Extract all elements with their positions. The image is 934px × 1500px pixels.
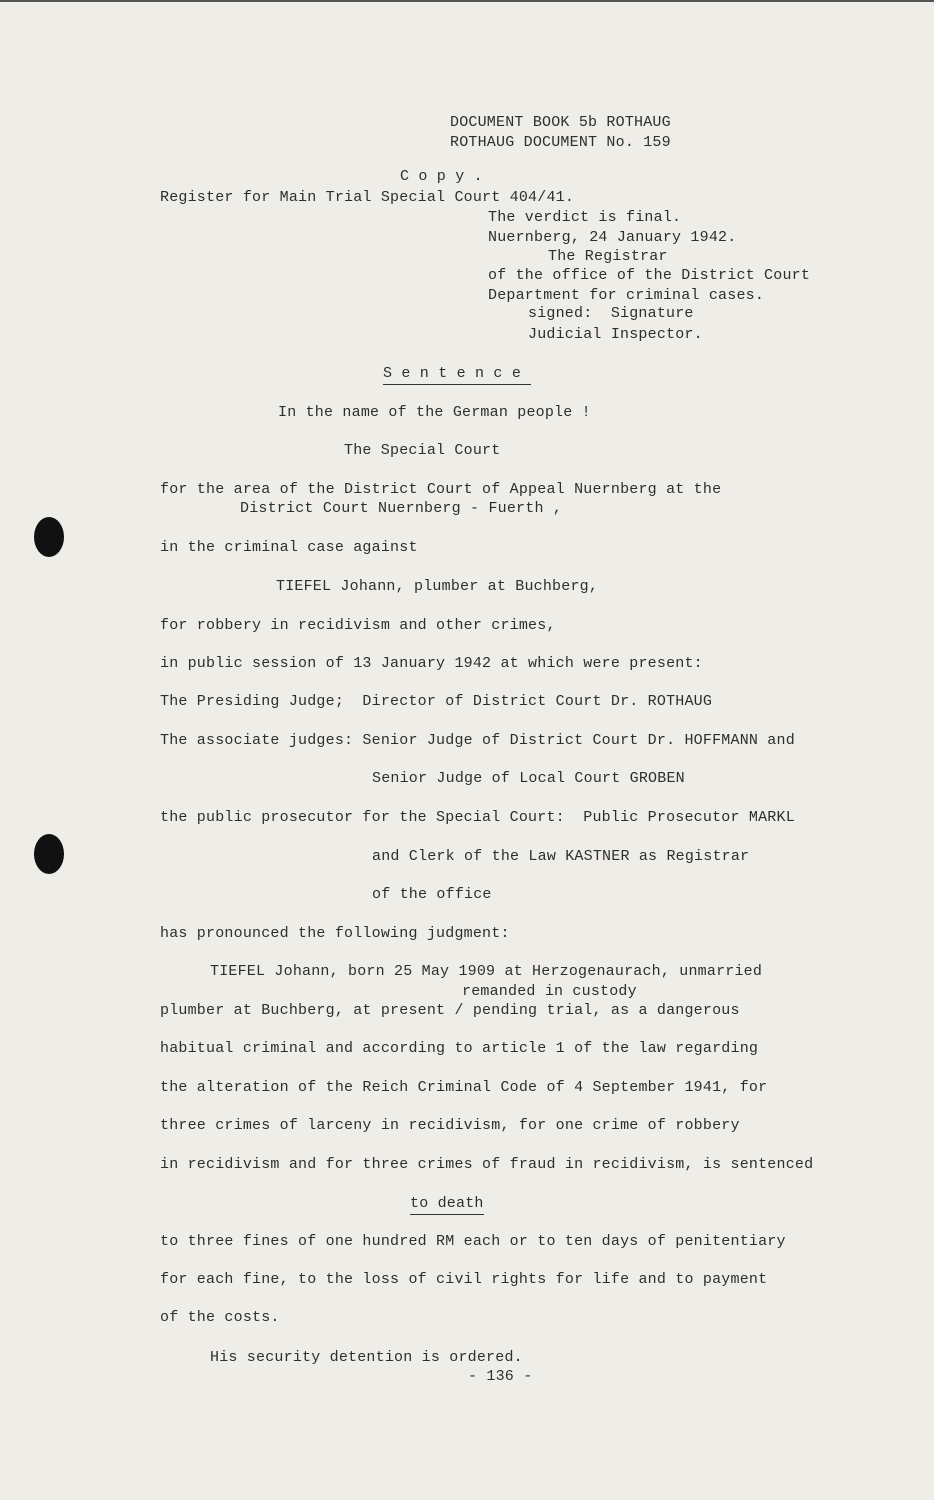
verdict-inspector: Judicial Inspector. bbox=[528, 326, 703, 343]
body-line-21: three crimes of larceny in recidivism, for one crime of robbery bbox=[160, 1117, 740, 1134]
body-line-4: District Court Nuernberg - Fuerth , bbox=[240, 500, 563, 517]
body-line-13: and Clerk of the Law KASTNER as Registrar bbox=[372, 848, 750, 865]
body-line-26: of the costs. bbox=[160, 1309, 280, 1326]
body-line-20: the alteration of the Reich Criminal Code of 4 September 1941, for bbox=[160, 1079, 768, 1096]
copy-label: C o p y . bbox=[400, 168, 483, 185]
body-line-16: TIEFEL Johann, born 25 May 1909 at Herzogenaurach, unmarried bbox=[210, 963, 763, 980]
body-line-17: remanded in custody bbox=[462, 983, 637, 1000]
top-edge bbox=[0, 0, 934, 2]
verdict-department: Department for criminal cases. bbox=[488, 287, 765, 304]
body-line-27: His security detention is ordered. bbox=[210, 1349, 523, 1366]
body-line-10: The associate judges: Senior Judge of District Court Dr. HOFFMANN and bbox=[160, 732, 795, 749]
body-line-1: In the name of the German people ! bbox=[278, 404, 591, 421]
register-line: Register for Main Trial Special Court 404/41. bbox=[160, 189, 575, 206]
body-line-9: The Presiding Judge; Director of District Court Dr. ROTHAUG bbox=[160, 693, 713, 710]
document-book-header: DOCUMENT BOOK 5b ROTHAUG bbox=[450, 114, 671, 131]
body-line-8: in public session of 13 January 1942 at which were present: bbox=[160, 655, 703, 672]
body-line-6: TIEFEL Johann, plumber at Buchberg, bbox=[276, 578, 599, 595]
document-number-header: ROTHAUG DOCUMENT No. 159 bbox=[450, 134, 671, 151]
verdict-office: of the office of the District Court bbox=[488, 267, 811, 284]
body-line-2: The Special Court bbox=[344, 442, 501, 459]
verdict-place-date: Nuernberg, 24 January 1942. bbox=[488, 229, 737, 246]
verdict-final: The verdict is final. bbox=[488, 209, 682, 226]
body-line-5: in the criminal case against bbox=[160, 539, 418, 556]
body-line-15: has pronounced the following judgment: bbox=[160, 925, 510, 942]
body-line-14: of the office bbox=[372, 886, 492, 903]
body-line-25: for each fine, to the loss of civil rights for life and to payment bbox=[160, 1271, 768, 1288]
page-number: - 136 - bbox=[468, 1368, 533, 1385]
body-line-3: for the area of the District Court of Appeal Nuernberg at the bbox=[160, 481, 722, 498]
body-line-22: in recidivism and for three crimes of fraud in recidivism, is sentenced bbox=[160, 1156, 814, 1173]
verdict-signed: signed: Signature bbox=[528, 305, 694, 322]
punch-hole-bottom bbox=[34, 834, 64, 874]
sentence-heading: S e n t e n c e bbox=[383, 365, 531, 385]
verdict-registrar: The Registrar bbox=[548, 248, 668, 265]
body-line-11: Senior Judge of Local Court GROBEN bbox=[372, 770, 685, 787]
body-line-7: for robbery in recidivism and other crimes, bbox=[160, 617, 556, 634]
body-line-19: habitual criminal and according to article 1 of the law regarding bbox=[160, 1040, 759, 1057]
body-line-18: plumber at Buchberg, at present / pending trial, as a dangerous bbox=[160, 1002, 740, 1019]
body-line-12: the public prosecutor for the Special Court: Public Prosecutor MARKL bbox=[160, 809, 795, 826]
body-line-24: to three fines of one hundred RM each or to ten days of penitentiary bbox=[160, 1233, 786, 1250]
to-death-heading: to death bbox=[410, 1195, 484, 1215]
punch-hole-top bbox=[34, 517, 64, 557]
